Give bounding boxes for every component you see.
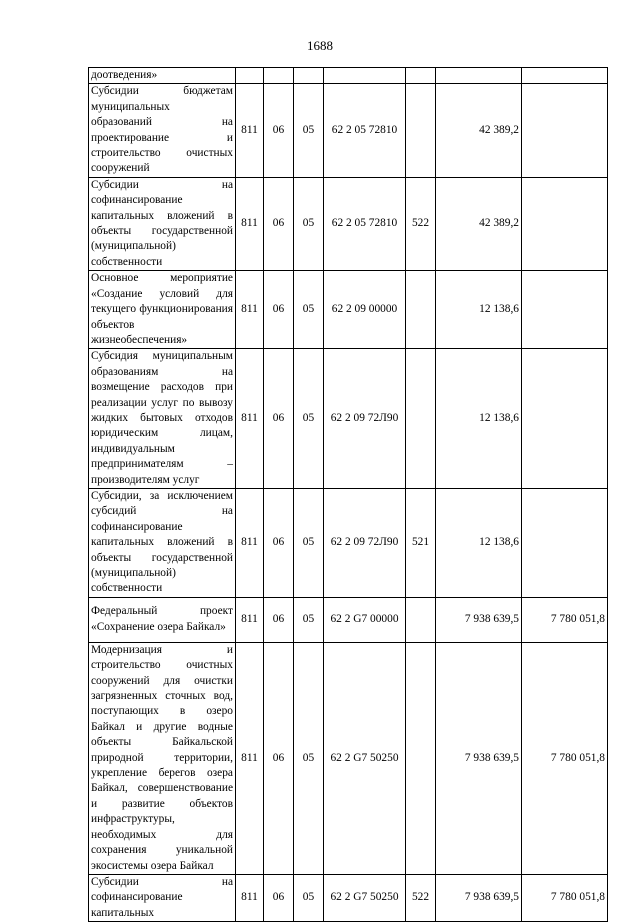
subsection-code: 05 <box>294 177 324 270</box>
row-name: Субсидии, за исключением субсидий на софинансирование капитальных вложений в объекты государственной (муниципальной) собственности <box>89 488 236 597</box>
subsection-code: 05 <box>294 488 324 597</box>
table-row <box>89 349 608 489</box>
sum-year-1: 12 138,6 <box>436 349 522 489</box>
sum-year-2 <box>522 349 608 489</box>
section-code: 06 <box>264 271 294 349</box>
expense-type-code: 522 <box>406 177 436 270</box>
page-number: 1688 <box>307 38 333 53</box>
target-code: 62 2 G7 50250 <box>324 874 406 921</box>
section-code: 06 <box>264 874 294 921</box>
target-code: 62 2 05 72810 <box>324 84 406 177</box>
sum-year-2 <box>522 68 608 84</box>
target-code: 62 2 G7 50250 <box>324 642 406 874</box>
section-code: 06 <box>264 177 294 270</box>
sum-year-1: 12 138,6 <box>436 488 522 597</box>
subsection-code: 05 <box>294 84 324 177</box>
subsection-code: 05 <box>294 349 324 489</box>
table-row <box>89 642 608 874</box>
subsection-code: 05 <box>294 874 324 921</box>
sum-year-2 <box>522 84 608 177</box>
admin-code: 811 <box>236 271 264 349</box>
target-code <box>324 68 406 84</box>
sum-year-1 <box>436 68 522 84</box>
sum-year-1: 7 938 639,5 <box>436 597 522 642</box>
admin-code: 811 <box>236 642 264 874</box>
admin-code: 811 <box>236 84 264 177</box>
table-row <box>89 68 608 84</box>
subsection-code <box>294 68 324 84</box>
target-code: 62 2 09 00000 <box>324 271 406 349</box>
expense-type-code: 522 <box>406 874 436 921</box>
sum-year-2: 7 780 051,8 <box>522 874 608 921</box>
sum-year-2: 7 780 051,8 <box>522 597 608 642</box>
expense-type-code <box>406 68 436 84</box>
expense-type-code <box>406 642 436 874</box>
row-name: Модернизация и строительство очистных сооружений для очистки загрязненных сточных вод, поступающих в озеро Байкал и другие водные объекты Байкальской природной территории, укрепление берегов озера Байкал, совершенствование и развитие объектов инфраструктуры, необходимых для сохранения уникальной экосистемы озера Байкал <box>89 642 236 874</box>
row-name: Субсидии бюджетам муниципальных образований на проектирование и строительство очистных сооружений <box>89 84 236 177</box>
section-code: 06 <box>264 84 294 177</box>
sum-year-2 <box>522 271 608 349</box>
section-code: 06 <box>264 597 294 642</box>
admin-code <box>236 68 264 84</box>
subsection-code: 05 <box>294 642 324 874</box>
subsection-code: 05 <box>294 271 324 349</box>
expense-type-code <box>406 597 436 642</box>
sum-year-1: 42 389,2 <box>436 84 522 177</box>
expense-type-code <box>406 84 436 177</box>
target-code: 62 2 09 72Л90 <box>324 349 406 489</box>
table-row <box>89 271 608 349</box>
sum-year-1: 12 138,6 <box>436 271 522 349</box>
admin-code: 811 <box>236 349 264 489</box>
row-name: Основное мероприятие «Создание условий для текущего функционирования объектов жизнеобеспечения» <box>89 271 236 349</box>
table-row <box>89 488 608 597</box>
table-row <box>89 177 608 270</box>
admin-code: 811 <box>236 488 264 597</box>
target-code: 62 2 09 72Л90 <box>324 488 406 597</box>
expense-type-code <box>406 271 436 349</box>
budget-table <box>88 67 608 922</box>
section-code: 06 <box>264 349 294 489</box>
row-name: доотведения» <box>89 68 236 84</box>
row-name: Федеральный проект «Сохранение озера Байкал» <box>89 597 236 642</box>
table-row <box>89 874 608 921</box>
target-code: 62 2 05 72810 <box>324 177 406 270</box>
table-row <box>89 597 608 642</box>
section-code <box>264 68 294 84</box>
section-code: 06 <box>264 488 294 597</box>
expense-type-code: 521 <box>406 488 436 597</box>
sum-year-2 <box>522 177 608 270</box>
section-code: 06 <box>264 642 294 874</box>
row-name: Субсидии на софинансирование капитальных вложений в объекты государственной (муниципальной) собственности <box>89 177 236 270</box>
expense-type-code <box>406 349 436 489</box>
admin-code: 811 <box>236 597 264 642</box>
admin-code: 811 <box>236 177 264 270</box>
sum-year-2: 7 780 051,8 <box>522 642 608 874</box>
sum-year-1: 42 389,2 <box>436 177 522 270</box>
row-name: Субсидии на софинансирование капитальных <box>89 874 236 921</box>
admin-code: 811 <box>236 874 264 921</box>
subsection-code: 05 <box>294 597 324 642</box>
row-name: Субсидия муниципальным образованиям на возмещение расходов при реализации услуг по вывозу жидких бытовых отходов юридическим лицам, индивидуальным предпринимателям – производителям услуг <box>89 349 236 489</box>
target-code: 62 2 G7 00000 <box>324 597 406 642</box>
sum-year-1: 7 938 639,5 <box>436 642 522 874</box>
sum-year-2 <box>522 488 608 597</box>
table-row <box>89 84 608 177</box>
sum-year-1: 7 938 639,5 <box>436 874 522 921</box>
